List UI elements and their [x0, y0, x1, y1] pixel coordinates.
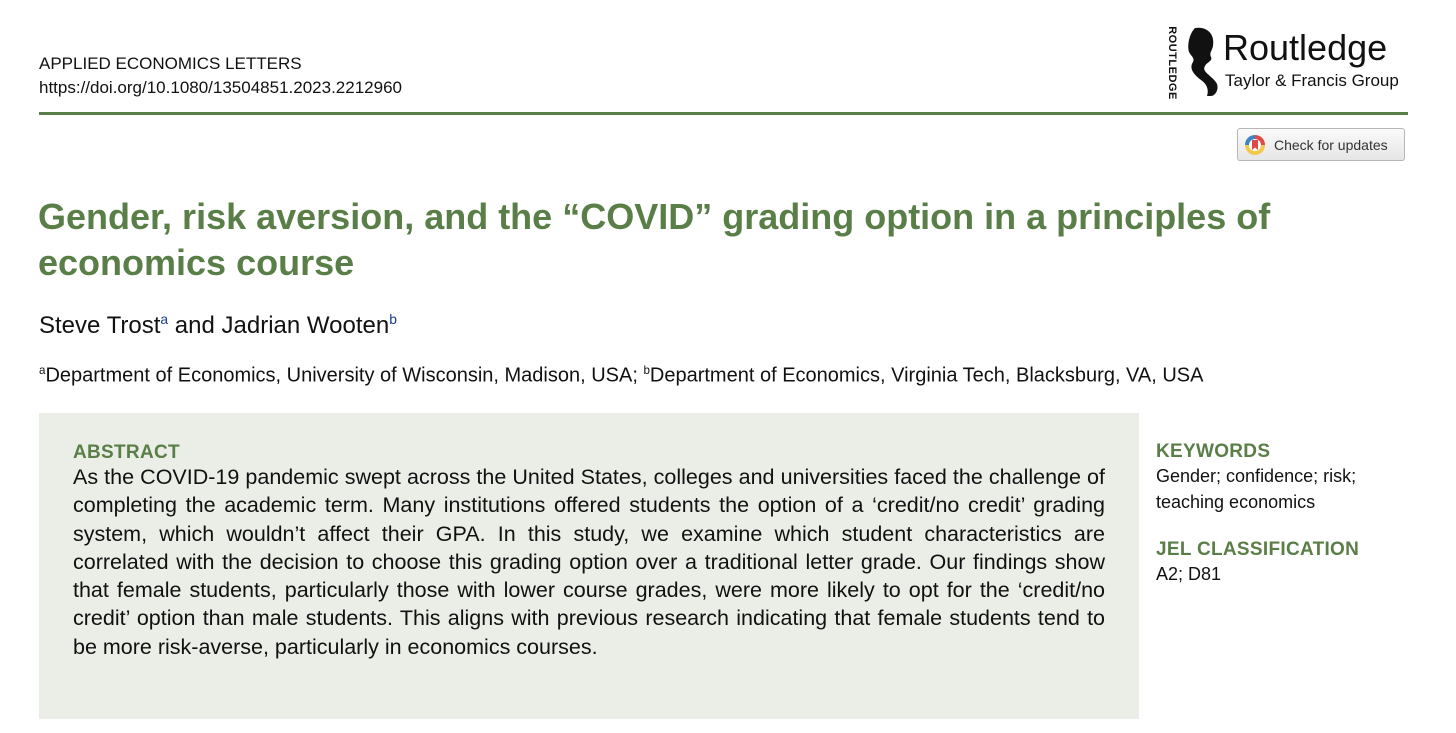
keywords-heading: KEYWORDS: [1156, 441, 1271, 462]
jel-heading: JEL CLASSIFICATION: [1156, 539, 1360, 560]
routledge-head-icon: [1181, 26, 1223, 98]
affiliation-mark: b: [389, 311, 397, 327]
affiliation-mark: b: [643, 364, 650, 377]
check-for-updates-label: Check for updates: [1274, 136, 1388, 153]
article-metadata-sidebar: [1156, 441, 1406, 587]
publisher-name: Routledge: [1223, 27, 1388, 68]
doi-link[interactable]: https://doi.org/10.1080/13504851.2023.2212960: [39, 78, 402, 97]
publisher-group: Taylor & Francis Group: [1225, 71, 1399, 90]
abstract-heading: ABSTRACT: [73, 442, 180, 463]
affiliation-text: Department of Economics, Virginia Tech, Blacksburg, VA, USA: [649, 364, 1204, 387]
jel-text: A2; D81: [1156, 564, 1222, 584]
check-for-updates-button[interactable]: [1237, 128, 1405, 161]
affiliation-text: Department of Economics, University of Wisconsin, Madison, USA;: [45, 364, 638, 387]
journal-header: [39, 52, 402, 100]
article-title: Gender, risk aversion, and the “COVID” grading option in a principles of economics course: [38, 196, 1271, 283]
affiliation-mark: a: [160, 311, 169, 327]
journal-name: APPLIED ECONOMICS LETTERS: [39, 54, 302, 73]
author-name[interactable]: Steve Trost: [39, 312, 161, 339]
affiliations: [39, 357, 1204, 390]
author-name[interactable]: Jadrian Wooten: [221, 312, 390, 339]
logo-vertical-label: ROUTLEDGE: [1166, 26, 1178, 100]
author-list: [39, 304, 397, 341]
affiliation-mark: a: [39, 364, 46, 377]
header-divider: [39, 112, 1408, 115]
author-joiner: and: [168, 312, 222, 339]
publisher-logo[interactable]: [1163, 26, 1413, 98]
crossmark-icon: [1244, 134, 1266, 156]
abstract-panel: [39, 413, 1139, 719]
abstract-text: As the COVID-19 pandemic swept across the United States, colleges and universities faced the challenge of completing the academic term. Many institutions offered students the option of a ‘credit/no credit’ grading system, which wouldn’t affect their GPA. In this study, we examine which student characteristics are correlated with the decision to choose this grading option over a traditional letter grade. Our findings show that female students, particularly those with lower course grades, were more likely to opt for the ‘credit/no credit’ option than male students. This aligns with previous research indicating that female students tend to be more risk-averse, particularly in economics courses.: [73, 465, 1105, 659]
keywords-text: Gender; confidence; risk; teaching economics: [1156, 466, 1357, 512]
